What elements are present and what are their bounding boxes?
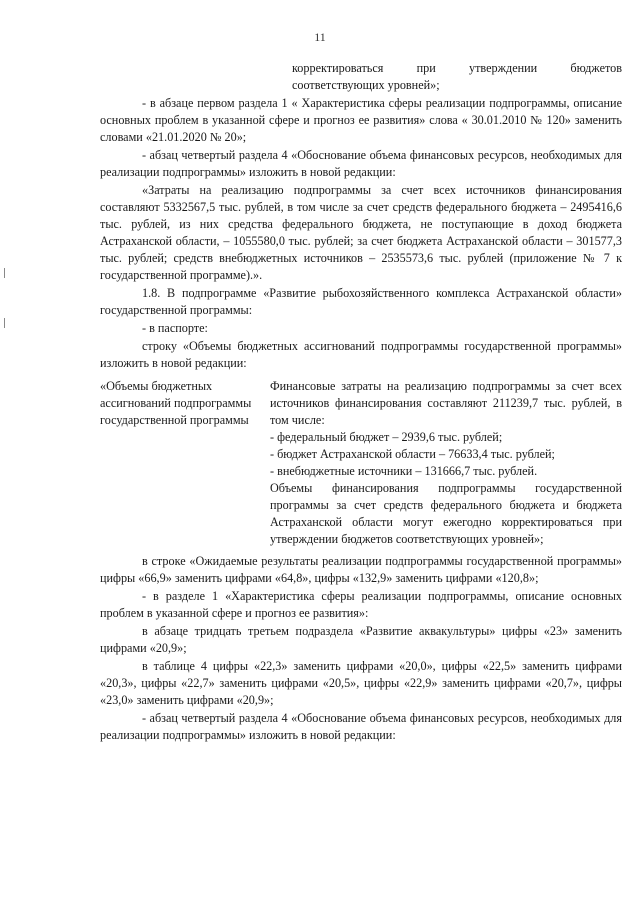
- document-body: [100, 60, 622, 745]
- passport-value-line: Объемы финансирования подпрограммы государственной программы за счет средств федерального бюджета и бюджета Астраханской области могут ежегодно корректироваться при утверждении бюджетов соответствующих уровней»;: [270, 481, 622, 546]
- passport-row-value: [270, 378, 622, 548]
- paragraph-continuation: корректироваться при утверждении бюджетов соответствующих уровней»;: [292, 61, 622, 92]
- passport-value-line: - бюджет Астраханской области – 76633,4 тыс. рублей;: [270, 447, 555, 461]
- passport-value-line: Финансовые затраты на реализацию подпрограммы за счет всех источников финансирования составляют 211239,7 тыс. рублей, в том числе:: [270, 379, 622, 427]
- margin-mark: [4, 318, 5, 328]
- passport-value-line: - внебюджетные источники – 131666,7 тыс. рублей.: [270, 464, 538, 478]
- paragraph-expected-results: в строке «Ожидаемые результаты реализации подпрограммы государственной программы» цифры «66,9» заменить цифрами «64,8», цифры «132,9» заменить цифрами «120,8»;: [100, 554, 622, 585]
- paragraph-costs-quote: «Затраты на реализацию подпрограммы за счет всех источников финансирования составляют 5332567,5 тыс. рублей, в том числе за счет средств федерального бюджета – 2495416,6 тыс. рублей, из них средства федерального бюджета, не поступающие в доход бюджета Астраханской области, – 1055580,0 тыс. рублей; за счет бюджета Астраханской области – 301577,3 тыс. рублей; средств внебюджетных источников – 2535573,6 тыс. рублей (приложение № 7 к государственной программе).».: [100, 183, 622, 282]
- paragraph-aquaculture: в абзаце тридцать третьем подраздела «Развитие аквакультуры» цифры «23» заменить цифрами «20,9»;: [100, 624, 622, 655]
- margin-mark: [4, 268, 5, 278]
- paragraph-section-4-new: - абзац четвертый раздела 4 «Обоснование объема финансовых ресурсов, необходимых для реализации подпрограммы» изложить в новой редакции:: [100, 711, 622, 742]
- paragraph-amend-section-4: - абзац четвертый раздела 4 «Обоснование объема финансовых ресурсов, необходимых для реализации подпрограммы» изложить в новой редакции:: [100, 148, 622, 179]
- passport-value-line: - федеральный бюджет – 2939,6 тыс. рублей;: [270, 430, 503, 444]
- paragraph-subprogram-1-8: 1.8. В подпрограмме «Развитие рыбохозяйственного комплекса Астраханской области» государственной программы:: [100, 286, 622, 317]
- paragraph-row-budget: строку «Объемы бюджетных ассигнований подпрограммы государственной программы» изложить в новой редакции:: [100, 339, 622, 370]
- passport-row-label: «Объемы бюджетных ассигнований подпрограммы государственной программы: [100, 379, 252, 427]
- paragraph-amend-section-1: - в абзаце первом раздела 1 « Характеристика сферы реализации подпрограммы, описание основных проблем в указанной сфере и прогноз ее развития» слова « 30.01.2010 № 120» заменить словами «21.01.2020 № 20»;: [100, 96, 622, 144]
- page-number: 11: [314, 30, 326, 44]
- paragraph-in-passport: - в паспорте:: [142, 321, 208, 335]
- paragraph-section-1: - в разделе 1 «Характеристика сферы реализации подпрограммы, описание основных проблем в указанной сфере и прогноз ее развития»:: [100, 589, 622, 620]
- passport-table-row: [100, 378, 622, 548]
- paragraph-table-4: в таблице 4 цифры «22,3» заменить цифрами «20,0», цифры «22,5» заменить цифрами «20,3», цифры «22,7» заменить цифрами «20,5», цифры «22,9» заменить цифрами «20,7», цифры «23,0» заменить цифрами «20,9»;: [100, 659, 622, 707]
